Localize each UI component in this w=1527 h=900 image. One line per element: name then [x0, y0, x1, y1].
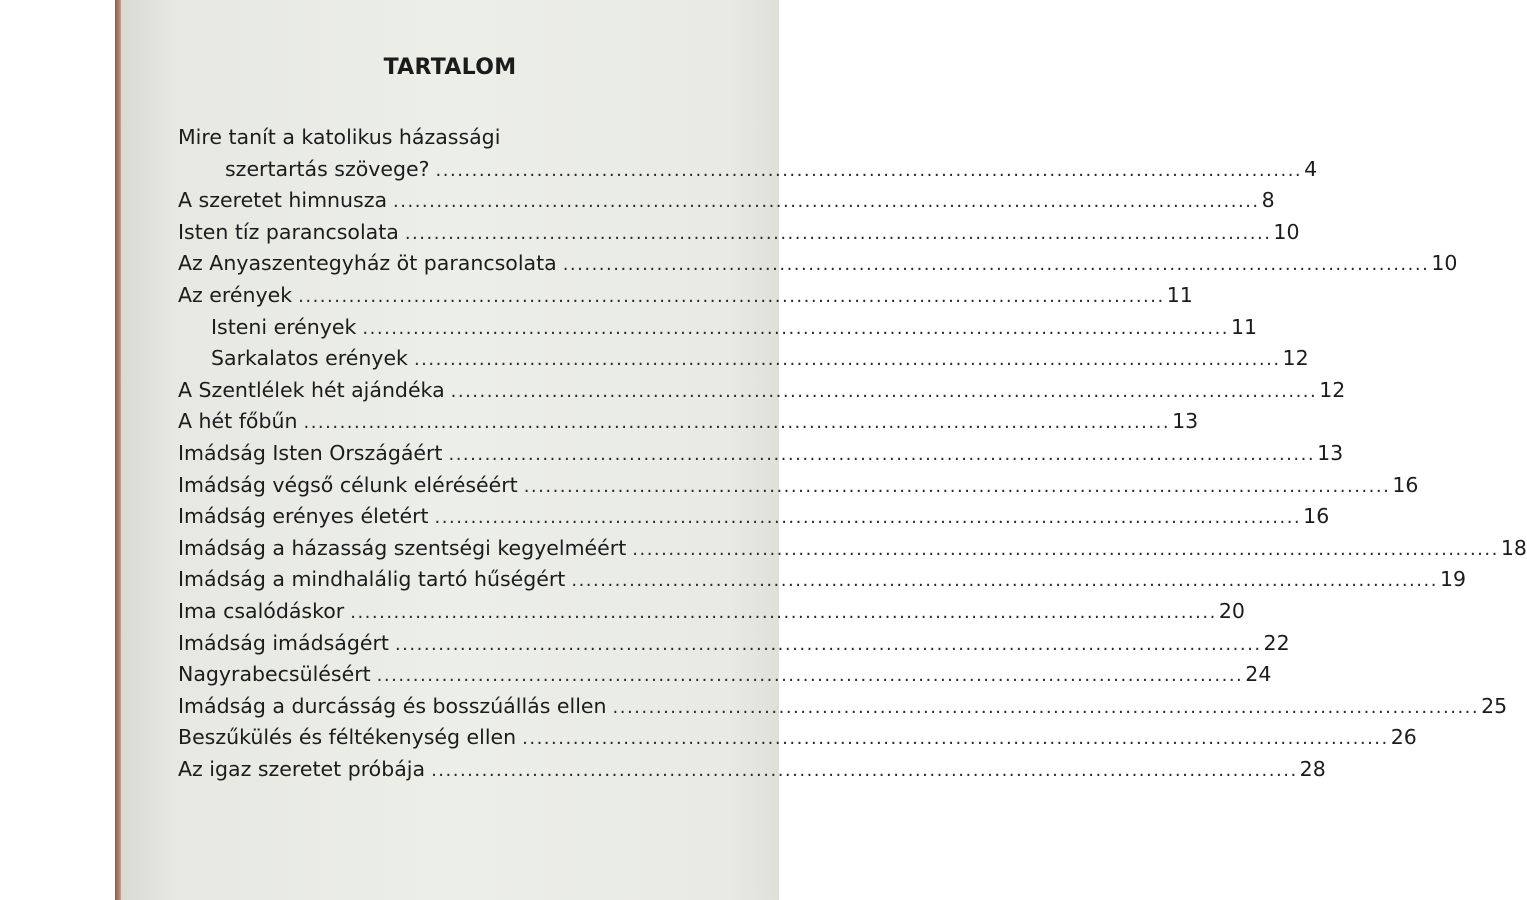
toc-entry-page: 10 [1431, 251, 1458, 276]
toc-leader-dots: ........................................................................................................................ [393, 191, 1260, 213]
toc-leader-dots: ........................................................................................................................ [435, 159, 1303, 181]
toc-entry [178, 533, 1527, 565]
toc-entry-text: Az igaz szeretet próbája [178, 756, 426, 781]
toc-entry-page: 26 [1390, 725, 1417, 750]
toc-entry [178, 691, 1508, 723]
toc-entry-page: 8 [1261, 188, 1275, 213]
toc-leader-dots: ........................................................................................................................ [523, 475, 1391, 497]
toc-leader-dots: ........................................................................................................................ [434, 507, 1302, 529]
toc-entry-page: 19 [1439, 567, 1467, 592]
toc-entry-line1: Mire tanít a katolikus házassági [178, 125, 501, 149]
toc-entry-text: Imádság imádságért [178, 630, 389, 655]
toc-entry-text: Imádság a mindhalálig tartó hűségért [178, 567, 566, 592]
toc-entry-page: 11 [1231, 314, 1258, 339]
toc-leader-dots: ........................................................................................................................ [303, 412, 1171, 434]
toc-entry [178, 406, 1199, 438]
toc-entry-page: 13 [1317, 440, 1344, 465]
toc-entry-text: Nagyrabecsülésért [178, 662, 371, 687]
toc-entry-text: Imádság végső célunk eléréséért [178, 472, 518, 497]
toc-entry [178, 501, 1330, 533]
page-title: TARTALOM [383, 55, 517, 80]
toc-leader-dots: ........................................................................................................................ [298, 285, 1165, 307]
toc-entry-page: 18 [1500, 535, 1527, 560]
toc-leader-dots: ........................................................................................................................ [376, 665, 1244, 687]
table-of-contents [178, 122, 1527, 785]
toc-entry [178, 438, 1344, 470]
toc-entry-text: Ima csalódáskor [178, 598, 345, 623]
toc-subentry [178, 343, 1309, 375]
toc-entry [178, 280, 1193, 312]
toc-entry-text: Az Anyaszentegyház öt parancsolata [178, 251, 557, 276]
toc-entry [178, 628, 1290, 660]
toc-entry [178, 248, 1458, 280]
toc-entry-text: Imádság a házasság szentségi kegyelméért [178, 535, 627, 560]
toc-entry-text: Isten tíz parancsolata [178, 219, 399, 244]
toc-entry-page: 24 [1245, 662, 1272, 687]
toc-entry [178, 217, 1300, 249]
toc-leader-dots: ........................................................................................................................ [562, 254, 1430, 276]
toc-entry-page: 25 [1481, 693, 1508, 718]
toc-entry-text: A hét főbűn [178, 409, 298, 434]
toc-entry-text: Isteni erények [211, 314, 357, 339]
toc-entry-page: 11 [1166, 282, 1193, 307]
toc-entry-page: 10 [1273, 219, 1300, 244]
toc-entry-page: 22 [1263, 630, 1290, 655]
toc-leader-dots: ........................................................................................................................ [431, 759, 1298, 781]
toc-entry-page: 16 [1392, 472, 1419, 497]
toc-leader-dots: ........................................................................................................................ [448, 443, 1316, 465]
toc-entry [178, 596, 1245, 628]
toc-entry-text: Imádság erényes életért [178, 504, 429, 529]
toc-entry [178, 470, 1419, 502]
toc-entry [178, 154, 1318, 186]
toc-entry-text: Sarkalatos erények [211, 346, 408, 371]
toc-subentry [178, 312, 1258, 344]
book-page [121, 0, 1527, 900]
toc-leader-dots: ........................................................................................................................ [450, 380, 1318, 402]
toc-leader-dots: ........................................................................................................................ [413, 349, 1281, 371]
toc-entry-page: 16 [1303, 504, 1330, 529]
toc-entry [178, 722, 1417, 754]
toc-entry [178, 564, 1467, 596]
toc-entry-text: A Szentlélek hét ajándéka [178, 377, 445, 402]
toc-entry-page: 20 [1218, 598, 1245, 623]
toc-entry-page: 12 [1319, 377, 1346, 402]
toc-entry-page: 13 [1172, 409, 1199, 434]
toc-entry [178, 754, 1326, 786]
toc-leader-dots: ........................................................................................................................ [612, 696, 1480, 718]
toc-leader-dots: ........................................................................................................................ [362, 317, 1230, 339]
toc-entry-text: Az erények [178, 282, 293, 307]
toc-entry-text: Imádság Isten Országáért [178, 440, 443, 465]
toc-leader-dots: ........................................................................................................................ [571, 570, 1438, 592]
toc-entry [178, 185, 1275, 217]
toc-entry-text: szertartás szövege? [225, 156, 430, 181]
toc-leader-dots: ........................................................................................................................ [350, 601, 1217, 623]
toc-entry-text: A szeretet himnusza [178, 188, 388, 213]
toc-entry-page: 12 [1282, 346, 1309, 371]
toc-entry-text: Beszűkülés és féltékenység ellen [178, 725, 517, 750]
toc-leader-dots: ........................................................................................................................ [404, 222, 1272, 244]
toc-leader-dots: ........................................................................................................................ [632, 538, 1499, 560]
toc-entry-page: 28 [1299, 756, 1326, 781]
toc-entry [178, 659, 1272, 691]
toc-entry-text: Imádság a durcásság és bosszúállás ellen [178, 693, 607, 718]
toc-leader-dots: ........................................................................................................................ [394, 633, 1262, 655]
toc-entry [178, 375, 1346, 407]
toc-entry-page: 4 [1304, 156, 1318, 181]
toc-leader-dots: ........................................................................................................................ [522, 728, 1389, 750]
